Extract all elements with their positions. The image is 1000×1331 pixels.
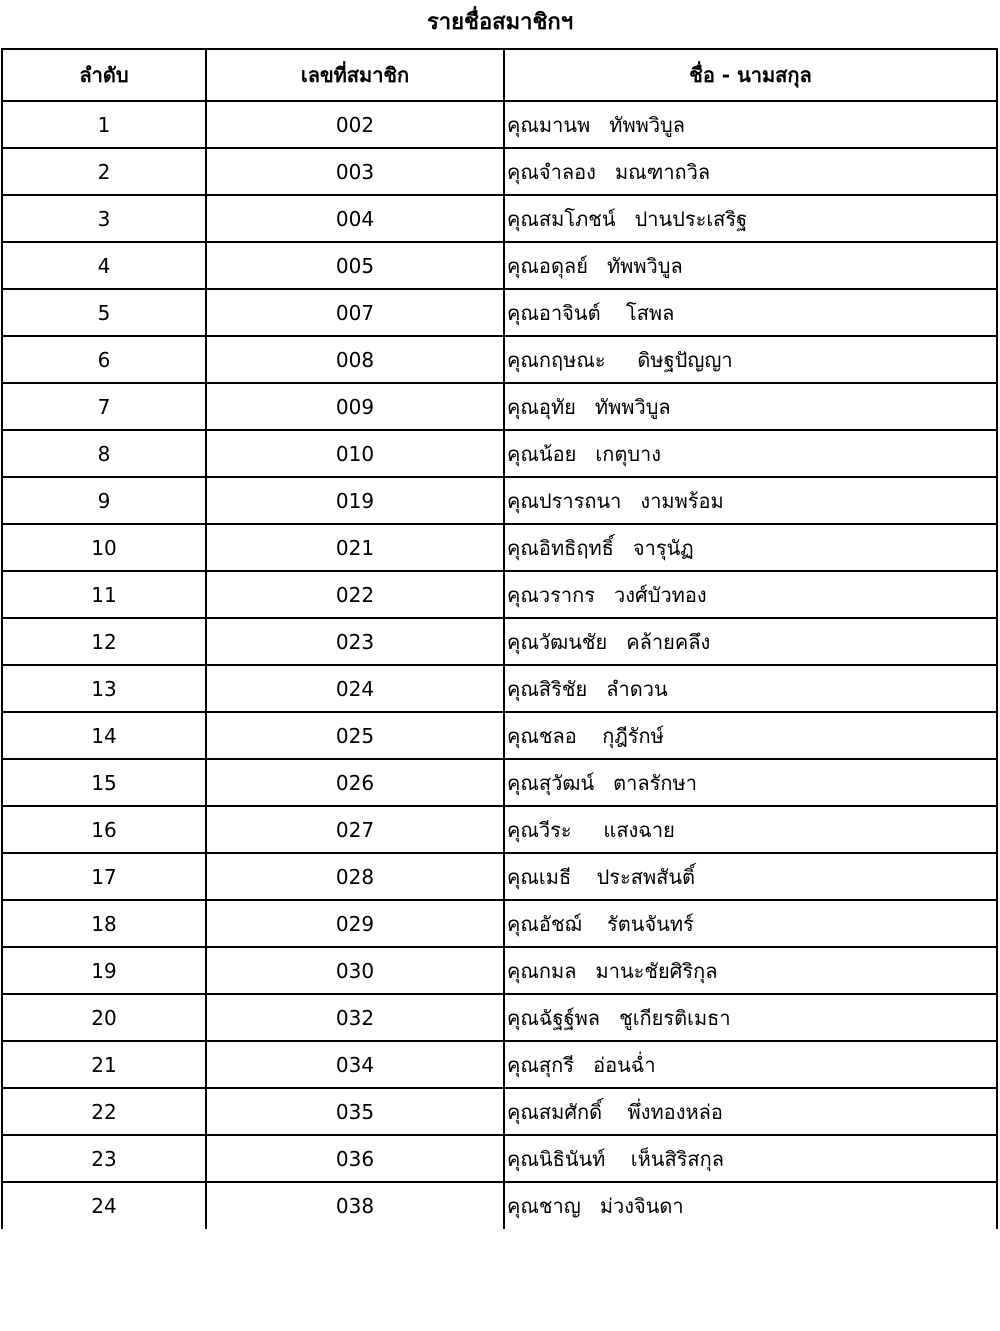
- header-order: ลำดับ: [2, 49, 206, 101]
- row-order-cell: 6: [2, 336, 206, 383]
- row-full-name-cell: คุณสมศักดิ์ พึ่งทองหล่อ: [504, 1088, 997, 1135]
- table-row: [2, 947, 997, 994]
- table-row: [2, 712, 997, 759]
- row-order-cell: 17: [2, 853, 206, 900]
- table-row: [2, 289, 997, 336]
- table-row: [2, 242, 997, 289]
- row-order-cell: 14: [2, 712, 206, 759]
- member-table: [1, 48, 998, 1229]
- row-member-id-cell: 002: [206, 101, 504, 148]
- row-order-cell: 4: [2, 242, 206, 289]
- row-order-cell: 3: [2, 195, 206, 242]
- row-full-name-cell: คุณสุวัฒน์ ตาลรักษา: [504, 759, 997, 806]
- row-order-cell: 19: [2, 947, 206, 994]
- row-full-name-cell: คุณชาญ ม่วงจินดา: [504, 1182, 997, 1229]
- row-full-name-cell: คุณนิธินันท์ เห็นสิริสกุล: [504, 1135, 997, 1182]
- table-row: [2, 806, 997, 853]
- row-full-name-cell: คุณเมธี ประสพสันติ์: [504, 853, 997, 900]
- table-row: [2, 101, 997, 148]
- row-member-id-cell: 034: [206, 1041, 504, 1088]
- row-member-id-cell: 025: [206, 712, 504, 759]
- row-full-name-cell: คุณกฤษณะ ดิษฐปัญญา: [504, 336, 997, 383]
- table-row: [2, 759, 997, 806]
- row-member-id-cell: 024: [206, 665, 504, 712]
- table-row: [2, 665, 997, 712]
- row-order-cell: 12: [2, 618, 206, 665]
- row-member-id-cell: 032: [206, 994, 504, 1041]
- table-row: [2, 1088, 997, 1135]
- row-member-id-cell: 007: [206, 289, 504, 336]
- row-full-name-cell: คุณวรากร วงศ์บัวทอง: [504, 571, 997, 618]
- row-full-name-cell: คุณอาจินต์ โสพล: [504, 289, 997, 336]
- row-member-id-cell: 021: [206, 524, 504, 571]
- table-row: [2, 994, 997, 1041]
- table-row: [2, 148, 997, 195]
- row-order-cell: 24: [2, 1182, 206, 1229]
- row-order-cell: 10: [2, 524, 206, 571]
- row-order-cell: 8: [2, 430, 206, 477]
- header-full-name: ชื่อ - นามสกุล: [504, 49, 997, 101]
- row-member-id-cell: 036: [206, 1135, 504, 1182]
- row-order-cell: 5: [2, 289, 206, 336]
- header-member-id: เลขที่สมาชิก: [206, 49, 504, 101]
- row-full-name-cell: คุณน้อย เกตุบาง: [504, 430, 997, 477]
- table-row: [2, 571, 997, 618]
- row-order-cell: 15: [2, 759, 206, 806]
- row-full-name-cell: คุณวีระ แสงฉาย: [504, 806, 997, 853]
- row-member-id-cell: 026: [206, 759, 504, 806]
- row-member-id-cell: 003: [206, 148, 504, 195]
- row-order-cell: 18: [2, 900, 206, 947]
- row-full-name-cell: คุณปรารถนา งามพร้อม: [504, 477, 997, 524]
- row-member-id-cell: 023: [206, 618, 504, 665]
- row-full-name-cell: คุณวัฒนชัย คล้ายคลึง: [504, 618, 997, 665]
- row-order-cell: 11: [2, 571, 206, 618]
- row-full-name-cell: คุณสมโภชน์ ปานประเสริฐ: [504, 195, 997, 242]
- row-full-name-cell: คุณสุกรี อ่อนฉ่ำ: [504, 1041, 997, 1088]
- row-member-id-cell: 035: [206, 1088, 504, 1135]
- page-title: รายชื่อสมาชิกฯ: [426, 10, 574, 35]
- row-member-id-cell: 029: [206, 900, 504, 947]
- row-order-cell: 22: [2, 1088, 206, 1135]
- table-row: [2, 524, 997, 571]
- row-order-cell: 23: [2, 1135, 206, 1182]
- row-full-name-cell: คุณสิริชัย ลำดวน: [504, 665, 997, 712]
- table-row: [2, 900, 997, 947]
- row-order-cell: 1: [2, 101, 206, 148]
- row-member-id-cell: 027: [206, 806, 504, 853]
- row-member-id-cell: 022: [206, 571, 504, 618]
- row-order-cell: 21: [2, 1041, 206, 1088]
- table-body: [2, 101, 997, 1229]
- row-full-name-cell: คุณอิทธิฤทธิ์ จารุนัฏ: [504, 524, 997, 571]
- row-member-id-cell: 004: [206, 195, 504, 242]
- table-row: [2, 1182, 997, 1229]
- row-full-name-cell: คุณชลอ กุฎีรักษ์: [504, 712, 997, 759]
- row-full-name-cell: คุณมานพ ทัพพวิบูล: [504, 101, 997, 148]
- table-row: [2, 195, 997, 242]
- row-full-name-cell: คุณกมล มานะชัยศิริกุล: [504, 947, 997, 994]
- row-order-cell: 2: [2, 148, 206, 195]
- row-order-cell: 20: [2, 994, 206, 1041]
- table-row: [2, 477, 997, 524]
- row-order-cell: 7: [2, 383, 206, 430]
- table-row: [2, 853, 997, 900]
- row-full-name-cell: คุณอัชฌ์ รัตนจันทร์: [504, 900, 997, 947]
- row-full-name-cell: คุณอดุลย์ ทัพพวิบูล: [504, 242, 997, 289]
- row-member-id-cell: 008: [206, 336, 504, 383]
- row-order-cell: 13: [2, 665, 206, 712]
- table-row: [2, 430, 997, 477]
- row-member-id-cell: 009: [206, 383, 504, 430]
- row-full-name-cell: คุณฉัฐฐ์พล ชูเกียรติเมธา: [504, 994, 997, 1041]
- row-full-name-cell: คุณจำลอง มณฑาถวิล: [504, 148, 997, 195]
- table-row: [2, 383, 997, 430]
- table-row: [2, 618, 997, 665]
- row-member-id-cell: 038: [206, 1182, 504, 1229]
- row-order-cell: 16: [2, 806, 206, 853]
- table-header-row: [2, 49, 997, 101]
- table-row: [2, 1041, 997, 1088]
- row-member-id-cell: 005: [206, 242, 504, 289]
- row-order-cell: 9: [2, 477, 206, 524]
- row-full-name-cell: คุณอุทัย ทัพพวิบูล: [504, 383, 997, 430]
- row-member-id-cell: 028: [206, 853, 504, 900]
- row-member-id-cell: 019: [206, 477, 504, 524]
- row-member-id-cell: 030: [206, 947, 504, 994]
- table-row: [2, 336, 997, 383]
- table-row: [2, 1135, 997, 1182]
- row-member-id-cell: 010: [206, 430, 504, 477]
